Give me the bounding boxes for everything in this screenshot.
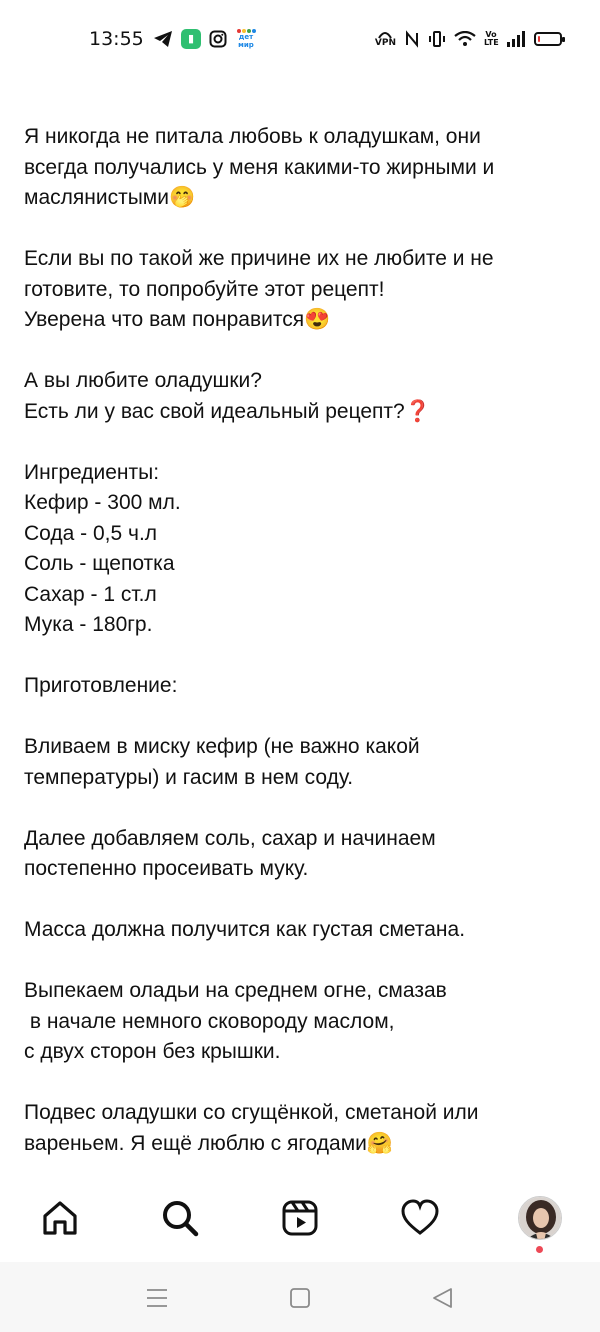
caption-paragraph (24, 824, 576, 885)
status-right-icons (375, 28, 562, 50)
caption-paragraph (24, 915, 576, 946)
detmir-icon (235, 28, 257, 50)
signal-icon (506, 28, 526, 50)
menu-icon (145, 1287, 169, 1309)
battery-level (538, 36, 540, 42)
caption-line: Если вы по такой же причине их не любите и не (24, 247, 494, 270)
caption-paragraph (24, 1098, 576, 1159)
search-icon[interactable] (158, 1196, 202, 1240)
nfc-icon (404, 28, 420, 50)
vpn-icon (375, 28, 396, 50)
caption-line: постепенно просеивать муку. (24, 857, 309, 880)
caption-line: температуры) и гасим в нем соду. (24, 765, 354, 789)
square-icon (289, 1287, 311, 1309)
battery-saver-icon: ▮ (181, 28, 201, 50)
caption-paragraph (24, 458, 576, 641)
battery-icon (534, 28, 562, 50)
caption-paragraph (24, 976, 576, 1068)
caption-paragraph (24, 671, 576, 702)
caption-line: Ингредиенты: (24, 460, 160, 484)
status-left-icons (153, 28, 257, 50)
post-caption (24, 122, 576, 1190)
caption-line: Подвес оладушки со сгущёнкой, сметаной или (24, 1101, 479, 1124)
caption-line: готовите, то попробуйте этот рецепт! (24, 277, 385, 301)
caption-line: Мука - 180гр. (24, 613, 153, 636)
notification-dot (536, 1246, 543, 1253)
back-button[interactable] (429, 1284, 457, 1312)
bottom-nav (0, 1178, 600, 1262)
caption-line: Есть ли у вас свой идеальный рецепт?❓ (24, 399, 431, 423)
caption-line: Вливаем в миску кефир (не важно какой (24, 735, 420, 758)
caption-line: с двух сторон без крышки. (24, 1040, 281, 1063)
home-icon[interactable] (38, 1196, 82, 1240)
system-nav-bar (0, 1262, 600, 1332)
caption-line: всегда получались у меня какими-то жирными и (24, 155, 495, 179)
volte-label: Vo LTE (484, 30, 499, 47)
caption-line: Выпекаем оладьи на среднем огне, смазав (24, 979, 447, 1002)
heart-icon[interactable] (398, 1196, 442, 1240)
back-triangle-icon (431, 1287, 455, 1309)
vibrate-icon (428, 28, 446, 50)
caption-line: Соль - щепотка (24, 552, 175, 575)
caption-line: Сода - 0,5 ч.л (24, 521, 158, 545)
caption-paragraph (24, 122, 576, 214)
volte-icon (484, 28, 498, 50)
vpn-label: VPN (374, 37, 396, 48)
caption-line: Уверена что вам понравится😍 (24, 308, 331, 331)
caption-line: в начале немного сковороду маслом, (24, 1009, 395, 1033)
caption-line: вареньем. Я ещё люблю с ягодами🤗 (24, 1131, 394, 1155)
menu-button[interactable] (143, 1284, 171, 1312)
caption-paragraph (24, 366, 576, 427)
caption-line: Кефир - 300 мл. (24, 491, 181, 514)
status-bar (0, 0, 600, 76)
home-button[interactable] (286, 1284, 314, 1312)
caption-line: Приготовление: (24, 674, 178, 697)
caption-line: маслянистыми🤭 (24, 186, 196, 209)
caption-paragraph (24, 244, 576, 336)
caption-line: Я никогда не питала любовь к оладушкам, они (24, 125, 481, 148)
instagram-icon (209, 28, 227, 50)
caption-line: Далее добавляем соль, сахар и начинаем (24, 826, 436, 850)
caption-line: А вы любите оладушки? (24, 369, 262, 392)
reels-icon[interactable] (278, 1196, 322, 1240)
avatar (518, 1196, 562, 1240)
profile-avatar[interactable] (518, 1196, 562, 1240)
wifi-icon (454, 28, 476, 50)
caption-paragraph (24, 732, 576, 793)
caption-line: Масса должна получится как густая сметана. (24, 918, 466, 941)
caption-line: Сахар - 1 ст.л (24, 582, 157, 606)
telegram-icon (153, 28, 173, 50)
status-time: 13:55 (89, 28, 144, 50)
detmir-label: дет мир (238, 33, 254, 49)
